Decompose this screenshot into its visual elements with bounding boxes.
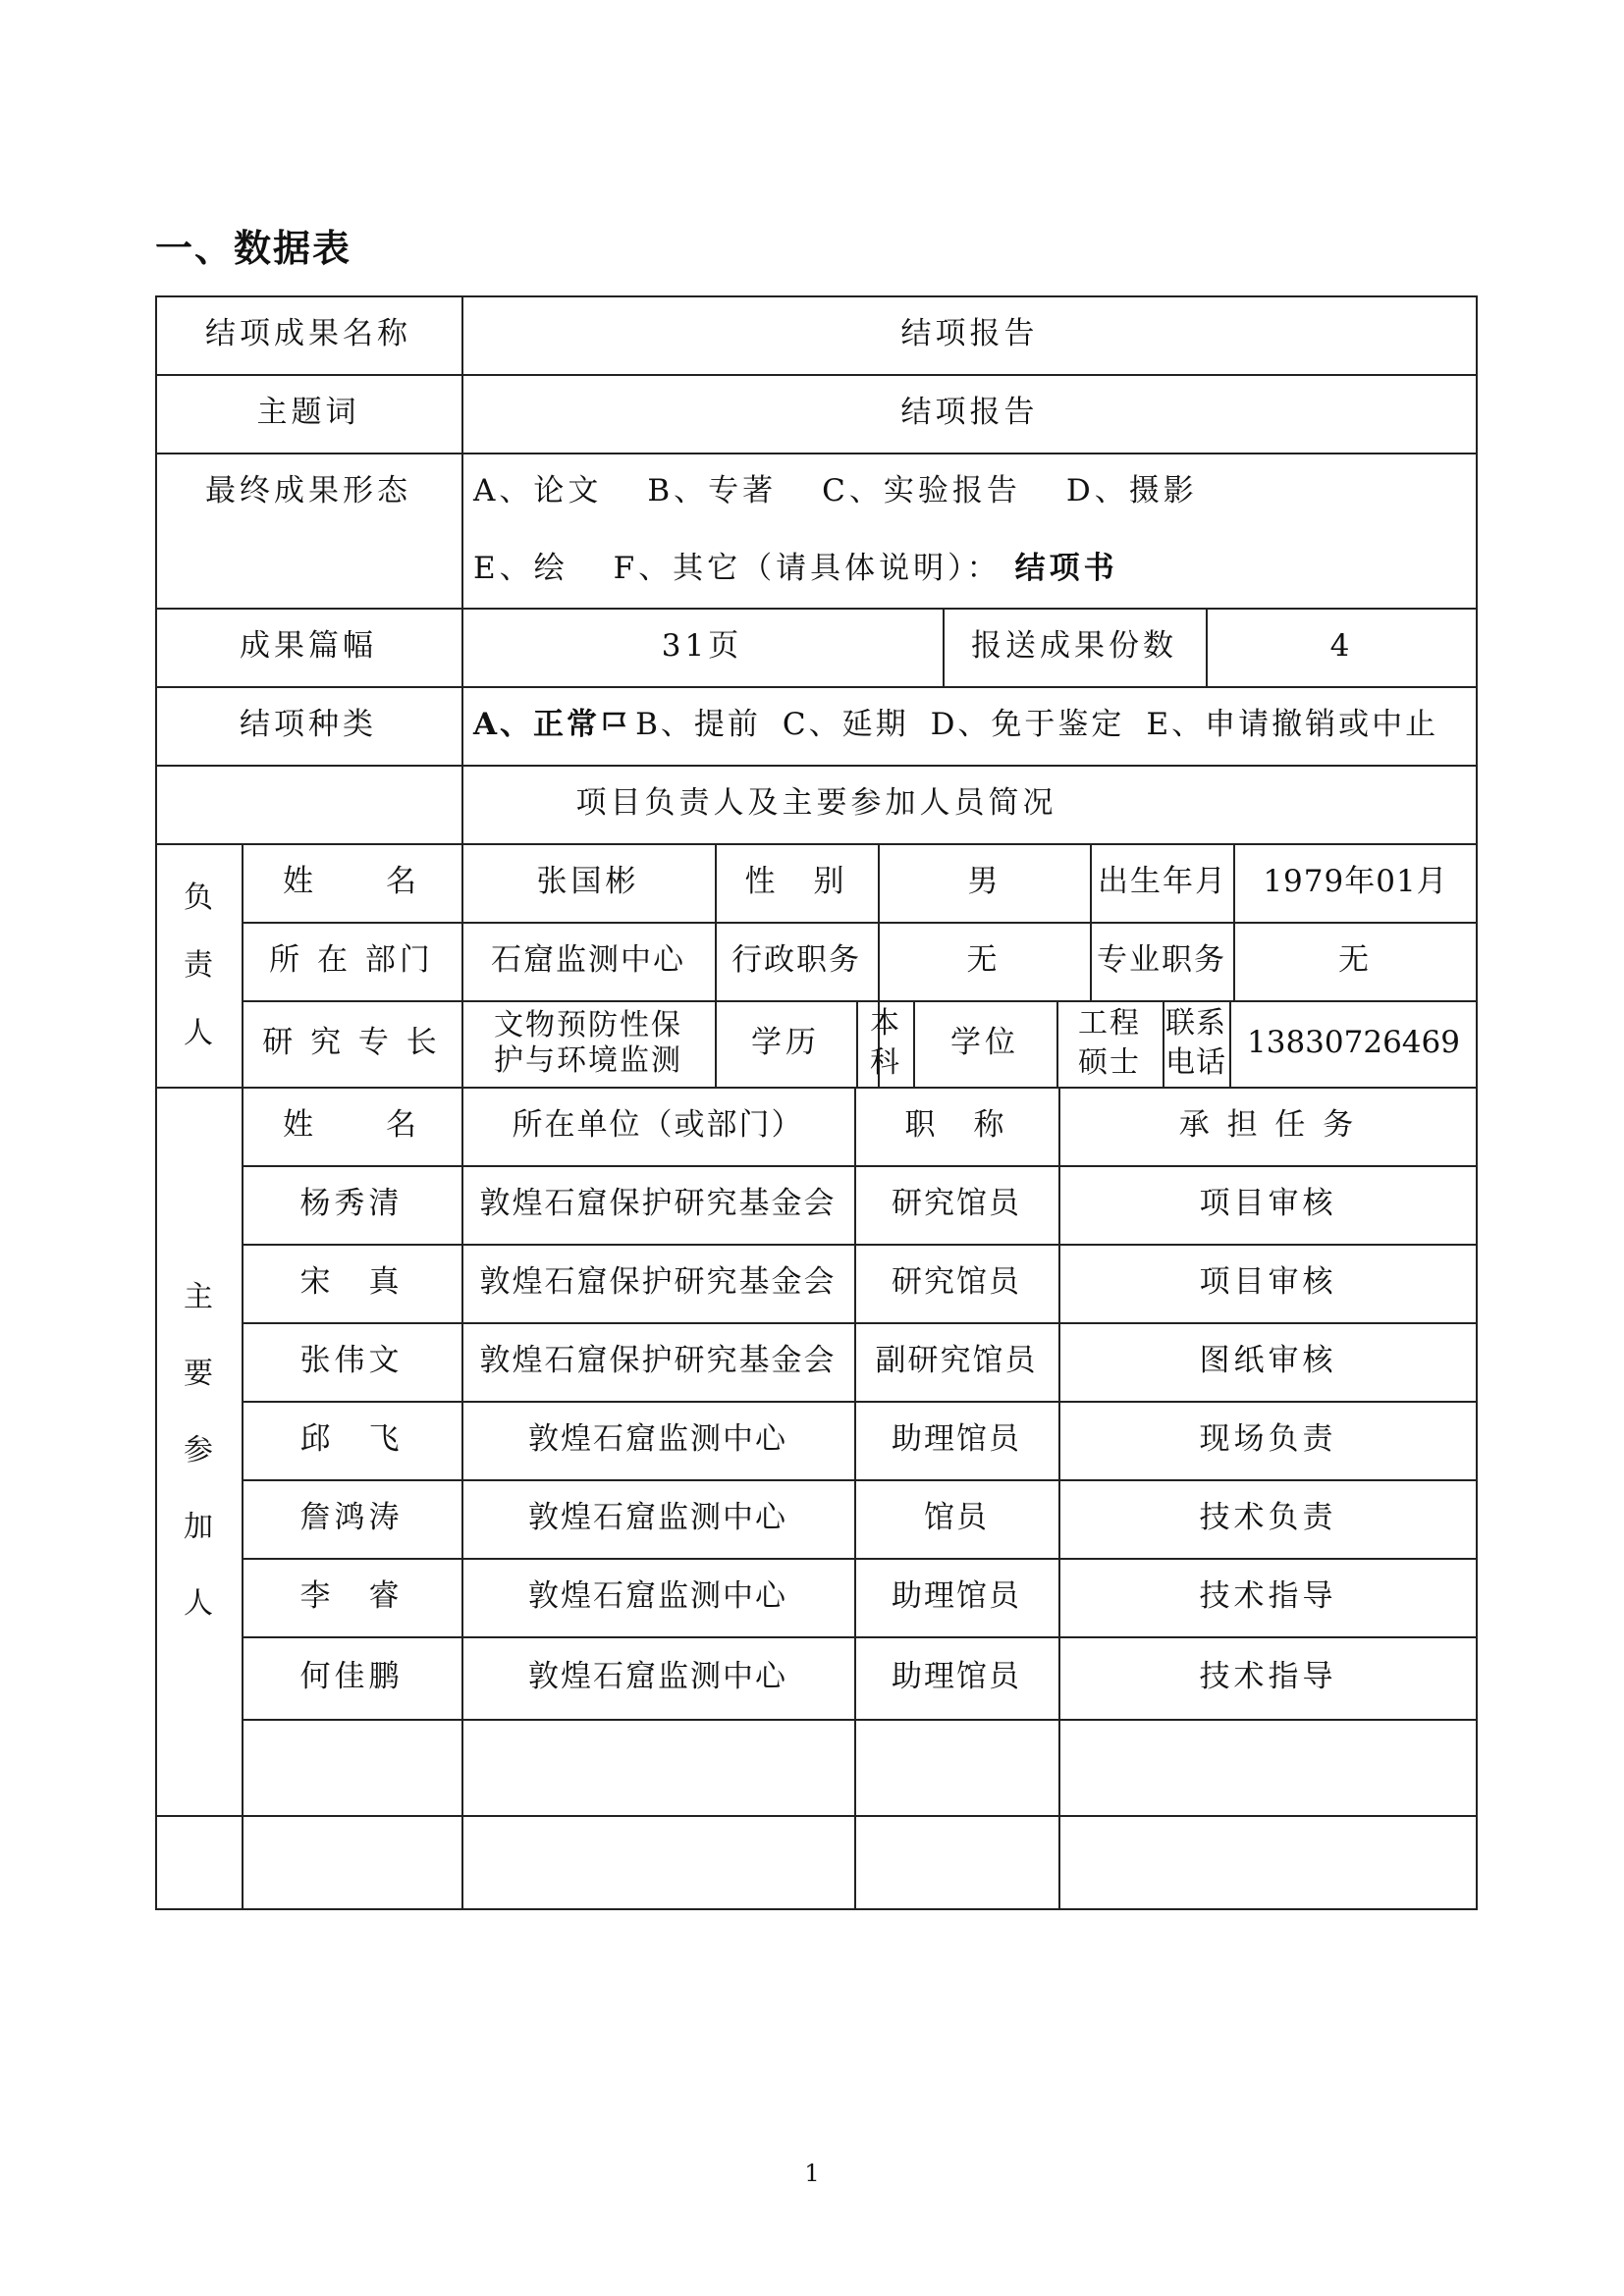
final-form-option: B、专著 [647,473,778,509]
leader-admin-post: 无 [966,942,1001,979]
leader-name-label: 姓 名 [283,864,420,900]
participant-name: 詹鸿涛 [299,1500,404,1536]
participant-task: 技术指导 [1199,1659,1337,1695]
participants-header-title: 职 称 [904,1107,1008,1144]
participant-title: 研究馆员 [892,1186,1021,1222]
participants-group-label: 主 要 参 加 人 [184,1280,213,1621]
participant-task: 技术负责 [1199,1500,1337,1536]
final-form-option: C、实验报告 [822,473,1021,509]
participant-title: 助理馆员 [892,1421,1021,1458]
leader-name: 张国彬 [536,864,640,900]
final-form-options-line2 [461,531,1478,608]
leader-dept: 石窟监测中心 [491,942,685,979]
participant-title: 助理馆员 [892,1659,1021,1695]
participant-name: 邱 飞 [299,1421,404,1458]
length-label: 成果篇幅 [240,628,377,665]
keywords-value: 结项报告 [900,395,1039,431]
final-form-other-value: 结项书 [1014,551,1118,587]
participant-unit: 敦煌石窟监测中心 [528,1659,787,1695]
final-form-option: F、其它（请具体说明）： [613,551,1001,587]
leader-birth-label: 出生年月 [1098,864,1227,900]
leader-specialty: 文物预防性保 护与环境监测 [494,1008,682,1078]
participant-unit: 敦煌石窟监测中心 [528,1421,787,1458]
leader-birth: 1979年01月 [1263,864,1448,900]
leader-phone: 13830726469 [1247,1025,1460,1061]
page-number: 1 [804,2160,820,2187]
participant-task: 项目审核 [1199,1186,1337,1222]
closure-type-option: B、提前 [635,707,761,743]
participant-task: 现场负责 [1199,1421,1337,1458]
participant-unit: 敦煌石窟保护研究基金会 [479,1343,837,1379]
page-heading: 一、数据表 [155,227,352,270]
participants-header-unit: 所在单位（或部门） [512,1107,804,1144]
participant-unit: 敦煌石窟监测中心 [528,1578,787,1615]
section-title: 项目负责人及主要参加人员简况 [575,785,1057,822]
leader-dept-label: 所 在 部门 [269,942,434,979]
leader-pro-post-label: 专业职务 [1097,942,1226,979]
result-name-label: 结项成果名称 [205,316,411,352]
final-form-options-line1 [461,453,1478,531]
result-name-value: 结项报告 [900,316,1039,352]
final-form-label: 最终成果形态 [205,473,411,509]
closure-type-options [461,686,1478,765]
participant-title: 副研究馆员 [875,1343,1038,1379]
participant-name: 李 睿 [299,1578,404,1615]
participants-header-task: 承 担 任 务 [1178,1107,1358,1144]
leader-admin-post-label: 行政职务 [731,942,861,979]
empty-row [242,1719,1478,1815]
participant-name: 张伟文 [299,1343,404,1379]
leader-degree-label: 学位 [950,1025,1019,1061]
copies-label: 报送成果份数 [971,628,1177,665]
leader-specialty-label: 研 究 专 长 [262,1025,441,1061]
closure-type-label: 结项种类 [240,707,377,743]
participants-header-name: 姓 名 [283,1107,420,1144]
length-value: 31页 [661,628,743,665]
participant-unit: 敦煌石窟监测中心 [528,1500,787,1536]
closure-type-option: E、申请撤销或中止 [1146,707,1439,743]
keywords-label: 主题词 [256,395,360,431]
leader-edu-label: 学历 [751,1025,820,1061]
participant-task: 项目审核 [1199,1264,1337,1301]
participant-unit: 敦煌石窟保护研究基金会 [479,1264,837,1301]
leader-degree: 工程 硕士 [1078,1005,1141,1080]
closure-type-selected: A、正常 [473,707,601,743]
final-form-option: E、绘 [473,551,568,587]
checkmark-icon [602,707,627,743]
closure-type-option: D、免于鉴定 [930,707,1125,743]
leader-gender-area [878,843,1233,922]
leader-phone-label: 联系 电话 [1165,1005,1226,1080]
leader-pro-post: 无 [1338,942,1373,979]
data-table [155,295,1478,1910]
copies-value: 4 [1329,628,1354,665]
participant-title: 助理馆员 [892,1578,1021,1615]
participant-title: 研究馆员 [892,1264,1021,1301]
leader-gender-label: 性 别 [744,864,848,900]
participant-unit: 敦煌石窟保护研究基金会 [479,1186,837,1222]
leader-edu: 本 科 [870,1005,899,1080]
leader-gender: 男 [967,864,1002,900]
participant-title: 馆员 [924,1500,989,1536]
participant-task: 图纸审核 [1199,1343,1337,1379]
empty-row [155,1815,1478,1910]
participant-name: 杨秀清 [299,1186,404,1222]
participant-name: 何佳鹏 [299,1659,404,1695]
leader-group-label: 负 责 人 [184,880,213,1050]
participant-name: 宋 真 [299,1264,404,1301]
participant-task: 技术指导 [1199,1578,1337,1615]
closure-type-option: C、延期 [782,707,909,743]
final-form-option: A、论文 [473,473,603,509]
final-form-option: D、摄影 [1065,473,1198,509]
